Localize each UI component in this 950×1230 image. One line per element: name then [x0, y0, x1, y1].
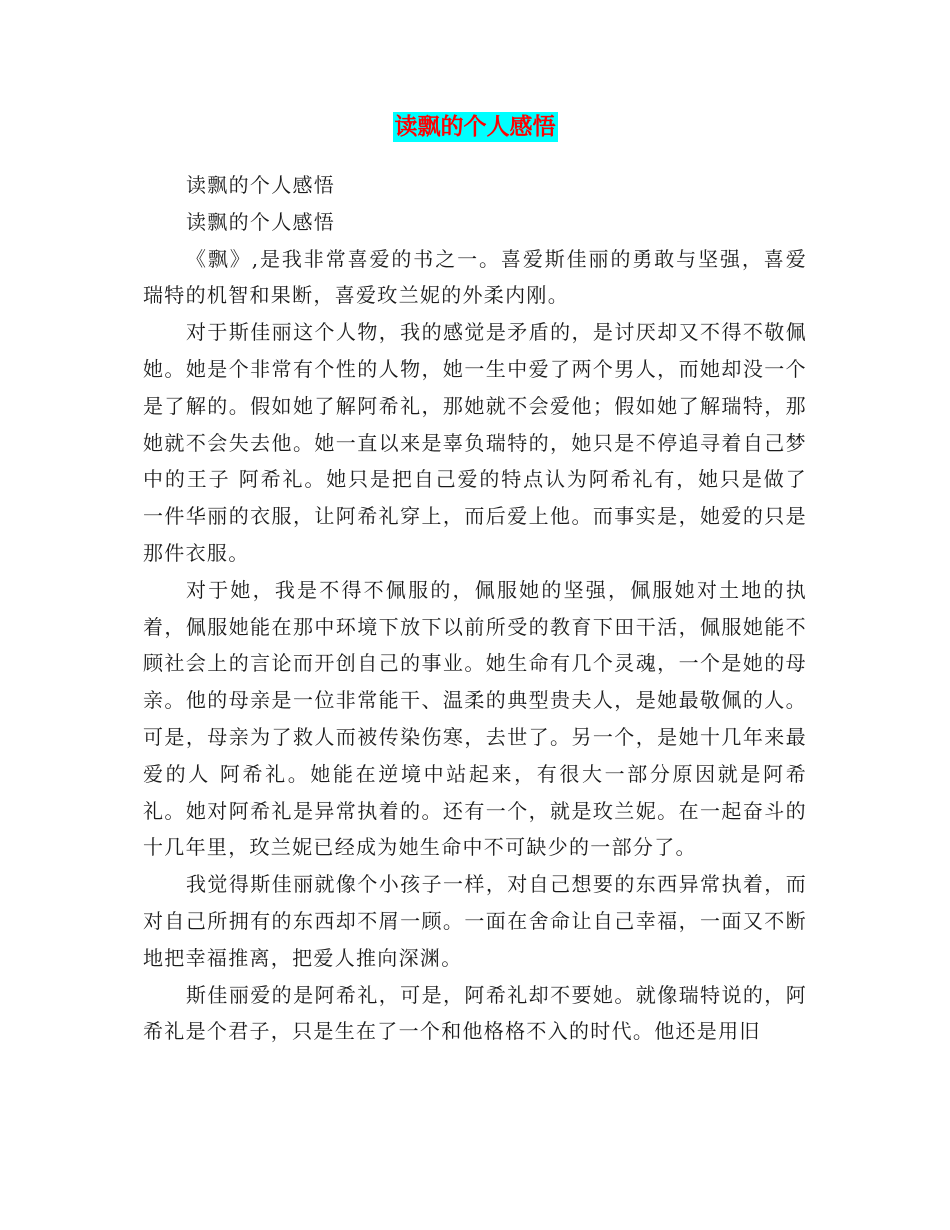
- paragraph-3: 《飘》,是我非常喜爱的书之一。喜爱斯佳丽的勇敢与坚强，喜爱瑞特的机智和果断，喜爱玫兰妮的外柔内刚。: [143, 246, 807, 308]
- document-body: [143, 167, 807, 1050]
- document-title: 读飘的个人感悟: [394, 114, 556, 140]
- paragraph-7: 斯佳丽爱的是阿希礼，可是，阿希礼却不要她。就像瑞特说的，阿希礼是个君子，只是生在了一个和他格格不入的时代。他还是用旧: [143, 982, 807, 1044]
- title-container: [0, 112, 950, 142]
- paragraph-5: 对于她，我是不得不佩服的，佩服她的坚强，佩服她对土地的执着，佩服她能在那中环境下放下以前所受的教育下田干活，佩服她能不顾社会上的言论而开创自己的事业。她生命有几个灵魂，一个是她的母亲。他的母亲是一位非常能干、温柔的典型贵夫人，是她最敬佩的人。可是，母亲为了救人而被传染伤寒，去世了。另一个，是她十几年来最爱的人 阿希礼。她能在逆境中站起来，有很大一部分原因就是阿希礼。她对阿希礼是异常执着的。还有一个，就是玫兰妮。在一起奋斗的十几年里，玫兰妮已经成为她生命中不可缺少的一部分了。: [143, 577, 807, 860]
- paragraph-6: 我觉得斯佳丽就像个小孩子一样，对自己想要的东西异常执着，而对自己所拥有的东西却不屑一顾。一面在舍命让自己幸福，一面又不断地把幸福推离，把爱人推向深渊。: [143, 872, 807, 970]
- paragraph-2: 读飘的个人感悟: [186, 209, 336, 234]
- paragraph-4: 对于斯佳丽这个人物，我的感觉是矛盾的，是讨厌却又不得不敬佩她。她是个非常有个性的人物，她一生中爱了两个男人，而她却没一个是了解的。假如她了解阿希礼，那她就不会爱他；假如她了解瑞特，那她就不会失去他。她一直以来是辜负瑞特的，她只是不停追寻着自己梦中的王子 阿希礼。她只是把自己爱的特点认为阿希礼有，她只是做了一件华丽的衣服，让阿希礼穿上，而后爱上他。而事实是，她爱的只是那件衣服。: [143, 320, 807, 565]
- paragraph-1: 读飘的个人感悟: [186, 173, 336, 197]
